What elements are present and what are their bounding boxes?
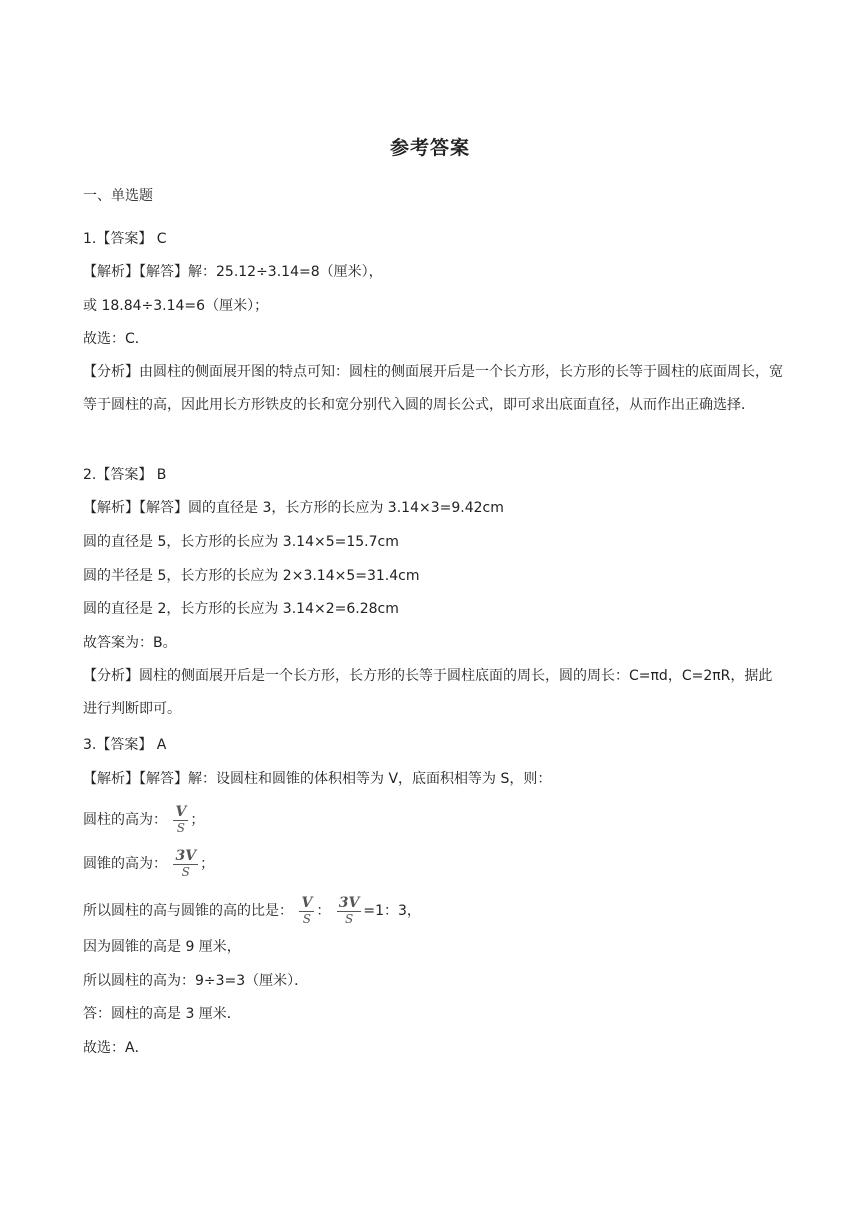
q1-analysis: 【分析】由圆柱的侧面展开图的特点可知：圆柱的侧面展开后是一个长方形，长方形的长等于圆柱的底面周长，宽等于圆柱的高，因此用长方形铁皮的长和宽分别代入圆的周长公式，即可求出底面直径，从而作出正确选择． <box>83 364 783 413</box>
q3-explanation-1: 【解析】【解答】解：设圆柱和圆锥的体积相等为 V，底面积相等为 S，则： <box>83 771 552 787</box>
cone-height-fraction <box>173 849 198 879</box>
fraction-denominator: S <box>344 912 354 926</box>
fraction-numerator: 3V <box>175 848 197 864</box>
fraction-denominator: S <box>176 821 185 835</box>
cylinder-height-fraction <box>173 805 188 835</box>
q3-explanation-5: 所以圆柱的高为：9÷3=3（厘米）． <box>83 973 309 989</box>
ratio-fraction-cone <box>337 896 362 926</box>
q2-explanation-1: 【解析】【解答】圆的直径是 3，长方形的长应为 3.14×3=9.42cm <box>83 500 504 516</box>
q1-explanation-1: 【解析】【解答】解：25.12÷3.14=8（厘米）， <box>83 264 383 280</box>
cone-height-label: 圆锥的高为： <box>83 856 167 872</box>
q3-explanation-4: 因为圆锥的高是 9 厘米， <box>83 939 241 955</box>
q3-answer: 3.【答案】 A <box>83 737 167 753</box>
ratio-fraction-cylinder <box>299 896 314 926</box>
q3-explanation-6: 答：圆柱的高是 3 厘米． <box>83 1006 241 1022</box>
ratio-tail: =1：3， <box>363 903 421 919</box>
q3-ratio <box>83 896 421 926</box>
q1-explanation-3: 故选：C． <box>83 331 149 347</box>
cylinder-height-tail: ； <box>190 812 205 828</box>
q2-explanation-2: 圆的直径是 5，长方形的长应为 3.14×5=15.7cm <box>83 534 399 550</box>
fraction-numerator: V <box>301 895 313 911</box>
q3-cylinder-height <box>83 805 204 835</box>
fraction-numerator: V <box>175 804 187 820</box>
fraction-denominator: S <box>302 912 311 926</box>
fraction-numerator: 3V <box>338 895 360 911</box>
q3-cone-height <box>83 849 214 879</box>
q2-answer: 2.【答案】 B <box>83 467 167 483</box>
q2-explanation-5: 故答案为：B。 <box>83 635 177 651</box>
fraction-denominator: S <box>181 865 190 879</box>
q1-answer: 1.【答案】 C <box>83 231 167 247</box>
cone-height-tail: ； <box>200 856 215 872</box>
q2-explanation-3: 圆的半径是 5，长方形的长应为 2×3.14×5=31.4cm <box>83 568 420 584</box>
q2-explanation-4: 圆的直径是 2，长方形的长应为 3.14×2=6.28cm <box>83 601 399 617</box>
q2-analysis: 【分析】圆柱的侧面展开后是一个长方形，长方形的长等于圆柱底面的周长，圆的周长：C=πd，C=2πR，据此进行判断即可。 <box>83 668 773 717</box>
q1-explanation-2: 或 18.84÷3.14=6（厘米）； <box>83 298 269 314</box>
ratio-separator: ： <box>316 903 331 919</box>
section-heading: 一、单选题 <box>83 188 153 204</box>
q3-explanation-7: 故选：A． <box>83 1040 149 1056</box>
page-title: 参考答案 <box>389 137 470 159</box>
cylinder-height-label: 圆柱的高为： <box>83 812 167 828</box>
ratio-label: 所以圆柱的高与圆锥的高的比是： <box>83 903 293 919</box>
